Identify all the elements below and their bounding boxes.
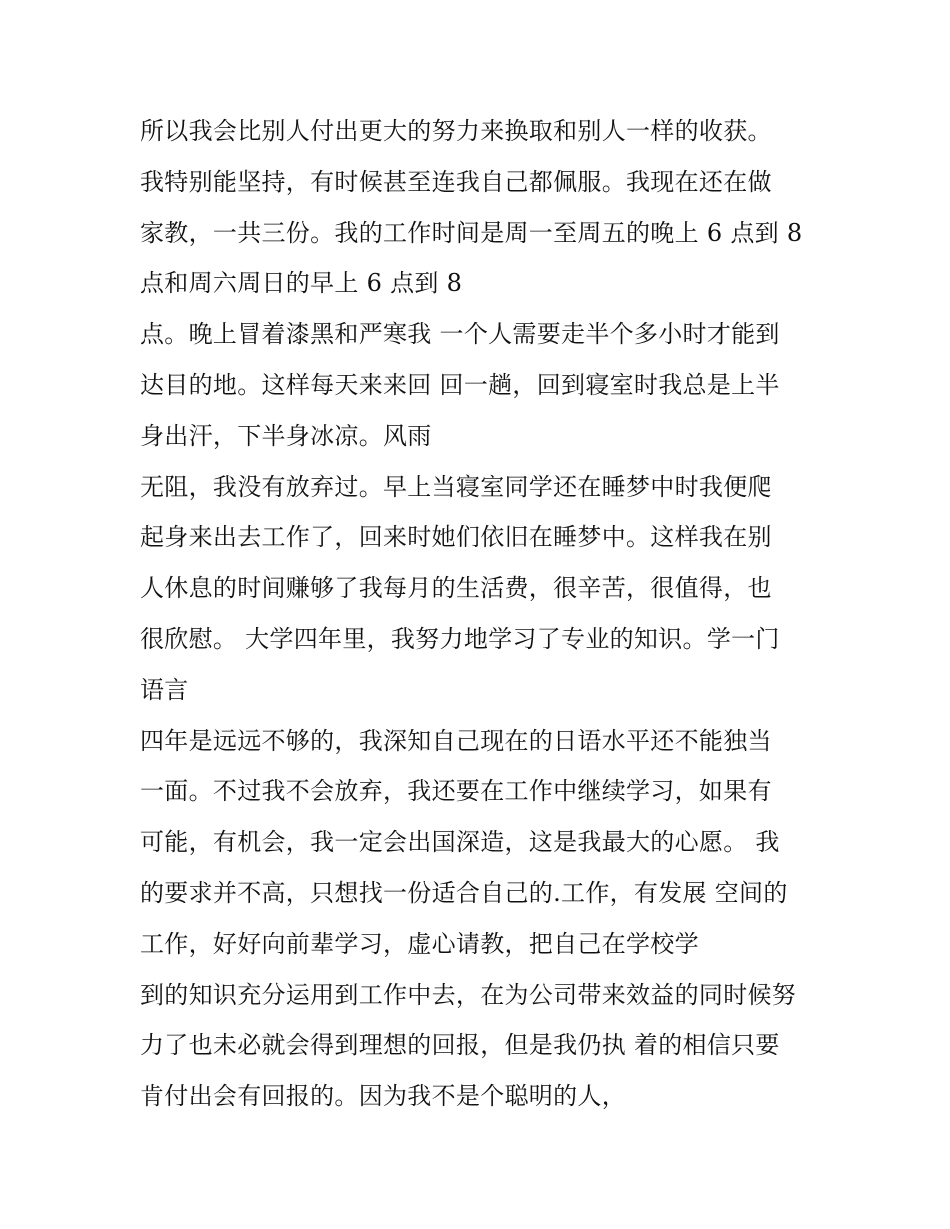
text-line: 一面。不过我不会放弃，我还要在工作中继续学习，如果有 — [140, 777, 772, 806]
text-line: 到的知识充分运用到工作中去，在为公司带来效益的同时候努 — [140, 980, 797, 1009]
text-line: 起身来出去工作了，回来时她们依旧在睡梦中。这样我在别 — [140, 523, 772, 552]
text-line: 点。晚上冒着漆黑和严寒我 一个人需要走半个多小时才能到 — [140, 320, 780, 349]
text-line: 点和周六周日的早上 6 点到 8 — [140, 269, 463, 298]
text-line: 达目的地。这样每天来来回 回一趟，回到寝室时我总是上半 — [140, 370, 780, 399]
text-line: 身出汗，下半身冰凉。风雨 — [140, 421, 432, 450]
text-line: 的要求并不高，只想找一份适合自己的.工作，有发展 空间的 — [140, 878, 788, 907]
text-line: 肯付出会有回报的。因为我不是个聪明的人， — [140, 1082, 626, 1111]
text-line: 可能，有机会，我一定会出国深造，这是我最大的心愿。 我 — [140, 828, 780, 857]
text-line: 人休息的时间赚够了我每月的生活费，很辛苦，很值得，也 — [140, 574, 772, 603]
body-text — [140, 106, 840, 1122]
text-line: 所以我会比别人付出更大的努力来换取和别人一样的收获。 — [140, 117, 772, 145]
text-line: 语言 — [140, 675, 189, 704]
text-line: 四年是远远不够的，我深知自己现在的日语水平还不能独当 — [140, 726, 772, 755]
text-line: 工作，好好向前辈学习，虚心请教，把自己在学校学 — [140, 929, 699, 958]
text-line: 很欣慰。 大学四年里，我努力地学习了专业的知识。学一门 — [140, 624, 780, 653]
text-line: 力了也未必就会得到理想的回报，但是我仍执 着的相信只要 — [140, 1031, 780, 1060]
text-line: 无阻，我没有放弃过。早上当寝室同学还在睡梦中时我便爬 — [140, 472, 772, 501]
text-line: 我特别能坚持，有时候甚至连我自己都佩服。我现在还在做 — [140, 167, 772, 196]
text-line: 家教，一共三份。我的工作时间是周一至周五的晚上 6 点到 8 — [140, 218, 803, 247]
